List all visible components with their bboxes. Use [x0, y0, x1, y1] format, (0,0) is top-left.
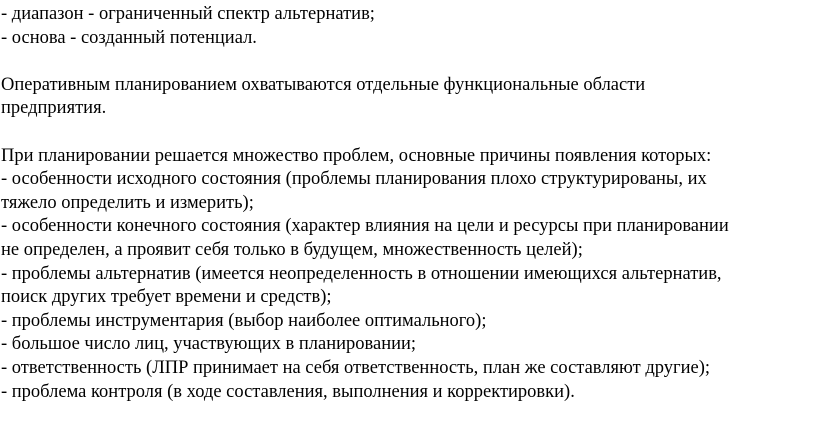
text-line: тяжело определить и измерить);	[1, 192, 254, 213]
list-block-definitions	[1, 3, 816, 50]
text-line: - особенности исходного состояния (проблемы планирования плохо структурированы, их	[1, 169, 707, 190]
paragraph-operational-planning	[1, 74, 816, 121]
paragraph-gap	[1, 50, 816, 74]
paragraph-planning-problems	[1, 145, 816, 405]
text-line: Оперативным планированием охватываются отдельные функциональные области	[1, 74, 646, 95]
text-line: - основа - созданный потенциал.	[1, 27, 257, 48]
text-line: - проблемы альтернатив (имеется неопределенность в отношении имеющихся альтернатив,	[1, 263, 722, 284]
text-line: - особенности конечного состояния (характер влияния на цели и ресурсы при планировании	[1, 216, 729, 237]
text-line: - диапазон - ограниченный спектр альтернатив;	[1, 4, 375, 24]
text-line: - большое число лиц, участвующих в планировании;	[1, 334, 417, 355]
text-line: При планировании решается множество проблем, основные причины появления которых:	[1, 145, 712, 166]
text-line: - проблемы инструментария (выбор наиболее оптимального);	[1, 310, 487, 331]
text-line: поиск других требует времени и средств);	[1, 287, 332, 308]
text-line: - проблема контроля (в ходе составления, выполнения и корректировки).	[1, 381, 575, 402]
text-line: - ответственность (ЛПР принимает на себя ответственность, план же составляют другие);	[1, 357, 710, 378]
paragraph-gap	[1, 121, 816, 145]
text-line: предприятия.	[1, 98, 107, 119]
text-line: не определен, а проявит себя только в будущем, множественность целей);	[1, 239, 583, 260]
